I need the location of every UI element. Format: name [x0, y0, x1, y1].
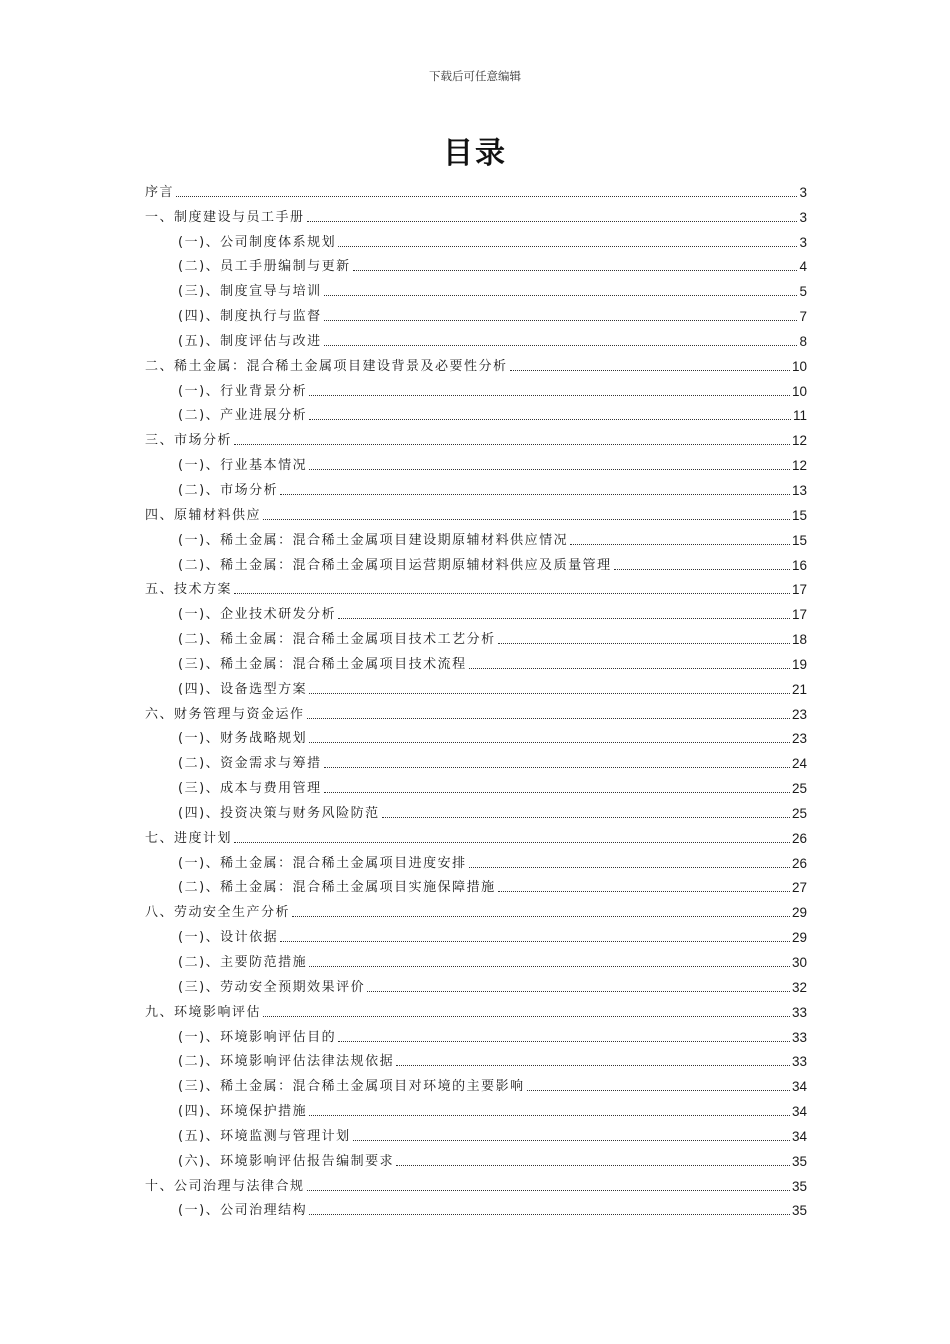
toc-dot-leader [570, 543, 790, 545]
toc-entry[interactable] [145, 698, 807, 723]
toc-entry-label: (六)、环境影响评估报告编制要求 [178, 1153, 395, 1169]
toc-entry-label: (三)、稀土金属：混合稀土金属项目对环境的主要影响 [178, 1079, 525, 1095]
toc-entry[interactable] [145, 1145, 807, 1170]
toc-entry[interactable] [145, 1095, 807, 1120]
toc-dot-leader [280, 940, 790, 942]
toc-dot-leader [353, 1139, 790, 1141]
toc-entry[interactable] [145, 921, 807, 946]
toc-entry-page-number: 25 [791, 805, 807, 821]
toc-entry[interactable] [145, 797, 807, 822]
toc-entry[interactable] [145, 524, 807, 549]
toc-entry-page-number: 26 [791, 830, 807, 846]
toc-dot-leader [527, 1089, 790, 1091]
toc-entry[interactable] [145, 251, 807, 276]
toc-entry-label: (三)、成本与费用管理 [178, 781, 322, 797]
toc-entry[interactable] [145, 1195, 807, 1220]
toc-entry[interactable] [145, 300, 807, 325]
toc-entry-label: (一)、企业技术研发分析 [178, 607, 337, 623]
toc-entry[interactable] [145, 847, 807, 872]
toc-entry-page-number: 23 [791, 731, 807, 747]
toc-entry-page-number: 19 [791, 656, 807, 672]
toc-dot-leader [309, 418, 791, 420]
toc-entry-page-number: 33 [791, 1004, 807, 1020]
toc-entry-label: (三)、稀土金属：混合稀土金属项目技术流程 [178, 656, 467, 672]
toc-entry-label: (三)、制度宣导与培训 [178, 284, 322, 300]
toc-entry-label: 六、财务管理与资金运作 [145, 706, 305, 722]
toc-dot-leader [324, 344, 798, 346]
page-title: 目录 [443, 136, 507, 171]
toc-dot-leader [307, 1189, 790, 1191]
toc-dot-leader [324, 791, 790, 793]
toc-entry[interactable] [145, 1046, 807, 1071]
toc-dot-leader [292, 915, 790, 917]
toc-dot-leader [309, 1114, 790, 1116]
toc-entry-page-number: 27 [791, 880, 807, 896]
toc-entry[interactable] [145, 1070, 807, 1095]
toc-entry-page-number: 26 [791, 855, 807, 871]
toc-entry-label: (五)、环境监测与管理计划 [178, 1128, 351, 1144]
toc-entry-label: 五、技术方案 [145, 582, 233, 598]
toc-dot-leader [510, 369, 790, 371]
toc-dot-leader [309, 965, 790, 967]
toc-entry[interactable] [145, 623, 807, 648]
toc-entry-label: (四)、投资决策与财务风险防范 [178, 805, 380, 821]
toc-dot-leader [324, 319, 798, 321]
toc-entry-label: (一)、稀土金属：混合稀土金属项目进度安排 [178, 855, 467, 871]
toc-dot-leader [307, 717, 790, 719]
toc-entry-page-number: 3 [799, 209, 807, 225]
toc-entry-label: (二)、环境影响评估法律法规依据 [178, 1054, 395, 1070]
toc-dot-leader [396, 1164, 790, 1166]
toc-entry-page-number: 11 [792, 408, 807, 424]
toc-entry-label: (二)、稀土金属：混合稀土金属项目运营期原辅材料供应及质量管理 [178, 557, 612, 573]
toc-entry-page-number: 34 [791, 1079, 807, 1095]
toc-entry-page-number: 13 [791, 482, 807, 498]
toc-dot-leader [498, 642, 790, 644]
toc-entry[interactable] [145, 474, 807, 499]
toc-entry-page-number: 25 [791, 781, 807, 797]
toc-entry-label: (一)、行业背景分析 [178, 383, 308, 399]
toc-entry[interactable] [145, 648, 807, 673]
toc-entry-page-number: 34 [791, 1128, 807, 1144]
toc-dot-leader [280, 493, 790, 495]
toc-entry-page-number: 10 [791, 358, 807, 374]
toc-entry-page-number: 35 [791, 1203, 807, 1219]
toc-entry-label: 三、市场分析 [145, 433, 233, 449]
toc-entry[interactable] [145, 1170, 807, 1195]
toc-entry[interactable] [145, 1021, 807, 1046]
toc-entry-page-number: 5 [799, 284, 807, 300]
toc-dot-leader [614, 568, 790, 570]
toc-entry-label: 二、稀土金属：混合稀土金属项目建设背景及必要性分析 [145, 358, 508, 374]
toc-entry-label: (二)、稀土金属：混合稀土金属项目实施保障措施 [178, 880, 496, 896]
toc-dot-leader [382, 816, 790, 818]
toc-dot-leader [309, 1213, 790, 1215]
toc-entry-page-number: 8 [799, 333, 807, 349]
toc-entry-page-number: 12 [791, 458, 807, 474]
toc-dot-leader [309, 394, 790, 396]
toc-entry[interactable] [145, 449, 807, 474]
toc-dot-leader [309, 741, 790, 743]
toc-entry[interactable] [145, 424, 807, 449]
toc-entry-page-number: 30 [791, 955, 807, 970]
toc-entry-label: (五)、制度评估与改进 [178, 333, 322, 349]
toc-entry-label: (一)、公司治理结构 [178, 1203, 308, 1219]
toc-entry-page-number: 33 [791, 1029, 807, 1045]
toc-entry-page-number: 15 [791, 532, 807, 548]
toc-entry[interactable] [145, 971, 807, 996]
toc-dot-leader [324, 294, 798, 296]
toc-entry-page-number: 35 [791, 1153, 807, 1169]
toc-entry-page-number: 3 [799, 234, 807, 250]
toc-entry[interactable] [145, 226, 807, 251]
toc-entry-page-number: 15 [791, 507, 807, 523]
toc-entry-page-number: 34 [791, 1104, 807, 1120]
toc-entry-label: (二)、市场分析 [178, 482, 279, 498]
toc-entry-label: (一)、公司制度体系规划 [178, 234, 337, 250]
toc-entry[interactable] [145, 896, 807, 921]
toc-entry-page-number: 3 [799, 184, 807, 200]
toc-entry-page-number: 18 [791, 632, 807, 648]
toc-entry-label: 七、进度计划 [145, 830, 233, 846]
toc-entry-page-number: 32 [791, 979, 807, 995]
table-of-contents [145, 176, 807, 1219]
toc-entry[interactable] [145, 723, 807, 748]
toc-entry-label: (一)、稀土金属：混合稀土金属项目建设期原辅材料供应情况 [178, 532, 569, 548]
toc-entry-page-number: 7 [799, 309, 807, 325]
toc-entry-label: (三)、劳动安全预期效果评价 [178, 979, 366, 995]
toc-entry[interactable] [145, 275, 807, 300]
toc-entry-label: (一)、行业基本情况 [178, 458, 308, 474]
toc-entry-page-number: 29 [791, 905, 807, 921]
toc-entry-label: (四)、环境保护措施 [178, 1104, 308, 1120]
toc-dot-leader [176, 195, 797, 197]
toc-entry-label: 九、环境影响评估 [145, 1004, 262, 1020]
toc-dot-leader [338, 1040, 790, 1042]
toc-dot-leader [469, 667, 790, 669]
toc-entry-label: (四)、制度执行与监督 [178, 309, 322, 325]
toc-entry[interactable] [145, 946, 807, 971]
toc-dot-leader [234, 443, 790, 445]
toc-entry-page-number: 35 [791, 1178, 807, 1194]
toc-entry[interactable] [145, 872, 807, 897]
toc-entry-label: (二)、主要防范措施 [178, 955, 308, 970]
toc-entry-page-number: 23 [791, 706, 807, 722]
toc-entry[interactable] [145, 400, 807, 425]
toc-entry-label: 序言 [145, 184, 175, 200]
toc-dot-leader [307, 220, 798, 222]
toc-entry[interactable] [145, 996, 807, 1021]
toc-entry-page-number: 33 [791, 1054, 807, 1070]
toc-entry-label: (二)、稀土金属：混合稀土金属项目技术工艺分析 [178, 632, 496, 648]
toc-entry-label: 一、制度建设与员工手册 [145, 209, 305, 225]
toc-entry-page-number: 24 [791, 756, 807, 772]
toc-entry[interactable] [145, 574, 807, 599]
toc-entry[interactable] [145, 499, 807, 524]
toc-entry[interactable] [145, 201, 807, 226]
toc-dot-leader [324, 766, 790, 768]
toc-entry[interactable] [145, 772, 807, 797]
toc-dot-leader [263, 1015, 790, 1017]
toc-entry[interactable] [145, 822, 807, 847]
toc-entry[interactable] [145, 176, 807, 201]
toc-entry-label: (一)、财务战略规划 [178, 731, 308, 747]
toc-entry-page-number: 17 [791, 582, 807, 598]
toc-entry-page-number: 16 [791, 557, 807, 573]
toc-dot-leader [469, 866, 790, 868]
toc-dot-leader [396, 1064, 790, 1066]
toc-dot-leader [309, 692, 790, 694]
toc-entry[interactable] [145, 350, 807, 375]
toc-entry-label: (四)、设备选型方案 [178, 681, 308, 697]
toc-dot-leader [338, 245, 797, 247]
toc-dot-leader [353, 269, 798, 271]
toc-entry-label: 四、原辅材料供应 [145, 507, 262, 523]
toc-entry-label: 八、劳动安全生产分析 [145, 905, 291, 921]
toc-entry-page-number: 10 [791, 383, 807, 399]
toc-entry-label: (二)、员工手册编制与更新 [178, 259, 351, 275]
toc-entry-label: (二)、资金需求与筹措 [178, 756, 322, 772]
toc-entry[interactable] [145, 598, 807, 623]
toc-entry[interactable] [145, 673, 807, 698]
toc-entry-label: 十、公司治理与法律合规 [145, 1178, 305, 1194]
toc-entry-page-number: 29 [791, 930, 807, 946]
toc-entry[interactable] [145, 549, 807, 574]
toc-entry[interactable] [145, 375, 807, 400]
toc-dot-leader [367, 990, 790, 992]
header-note: 下载后可任意编辑 [429, 69, 521, 83]
toc-dot-leader [263, 518, 790, 520]
toc-entry[interactable] [145, 747, 807, 772]
toc-entry[interactable] [145, 325, 807, 350]
toc-entry-page-number: 12 [791, 433, 807, 449]
toc-entry-label: (一)、环境影响评估目的 [178, 1029, 337, 1045]
toc-entry-page-number: 17 [791, 607, 807, 623]
toc-dot-leader [234, 841, 790, 843]
toc-entry-page-number: 21 [791, 681, 807, 697]
toc-dot-leader [338, 617, 790, 619]
toc-dot-leader [498, 890, 790, 892]
toc-entry-label: (二)、产业进展分析 [178, 408, 308, 424]
toc-entry-label: (一)、设计依据 [178, 930, 279, 946]
toc-entry[interactable] [145, 1120, 807, 1145]
toc-entry-page-number: 4 [799, 259, 807, 275]
toc-dot-leader [234, 592, 790, 594]
toc-dot-leader [309, 468, 790, 470]
